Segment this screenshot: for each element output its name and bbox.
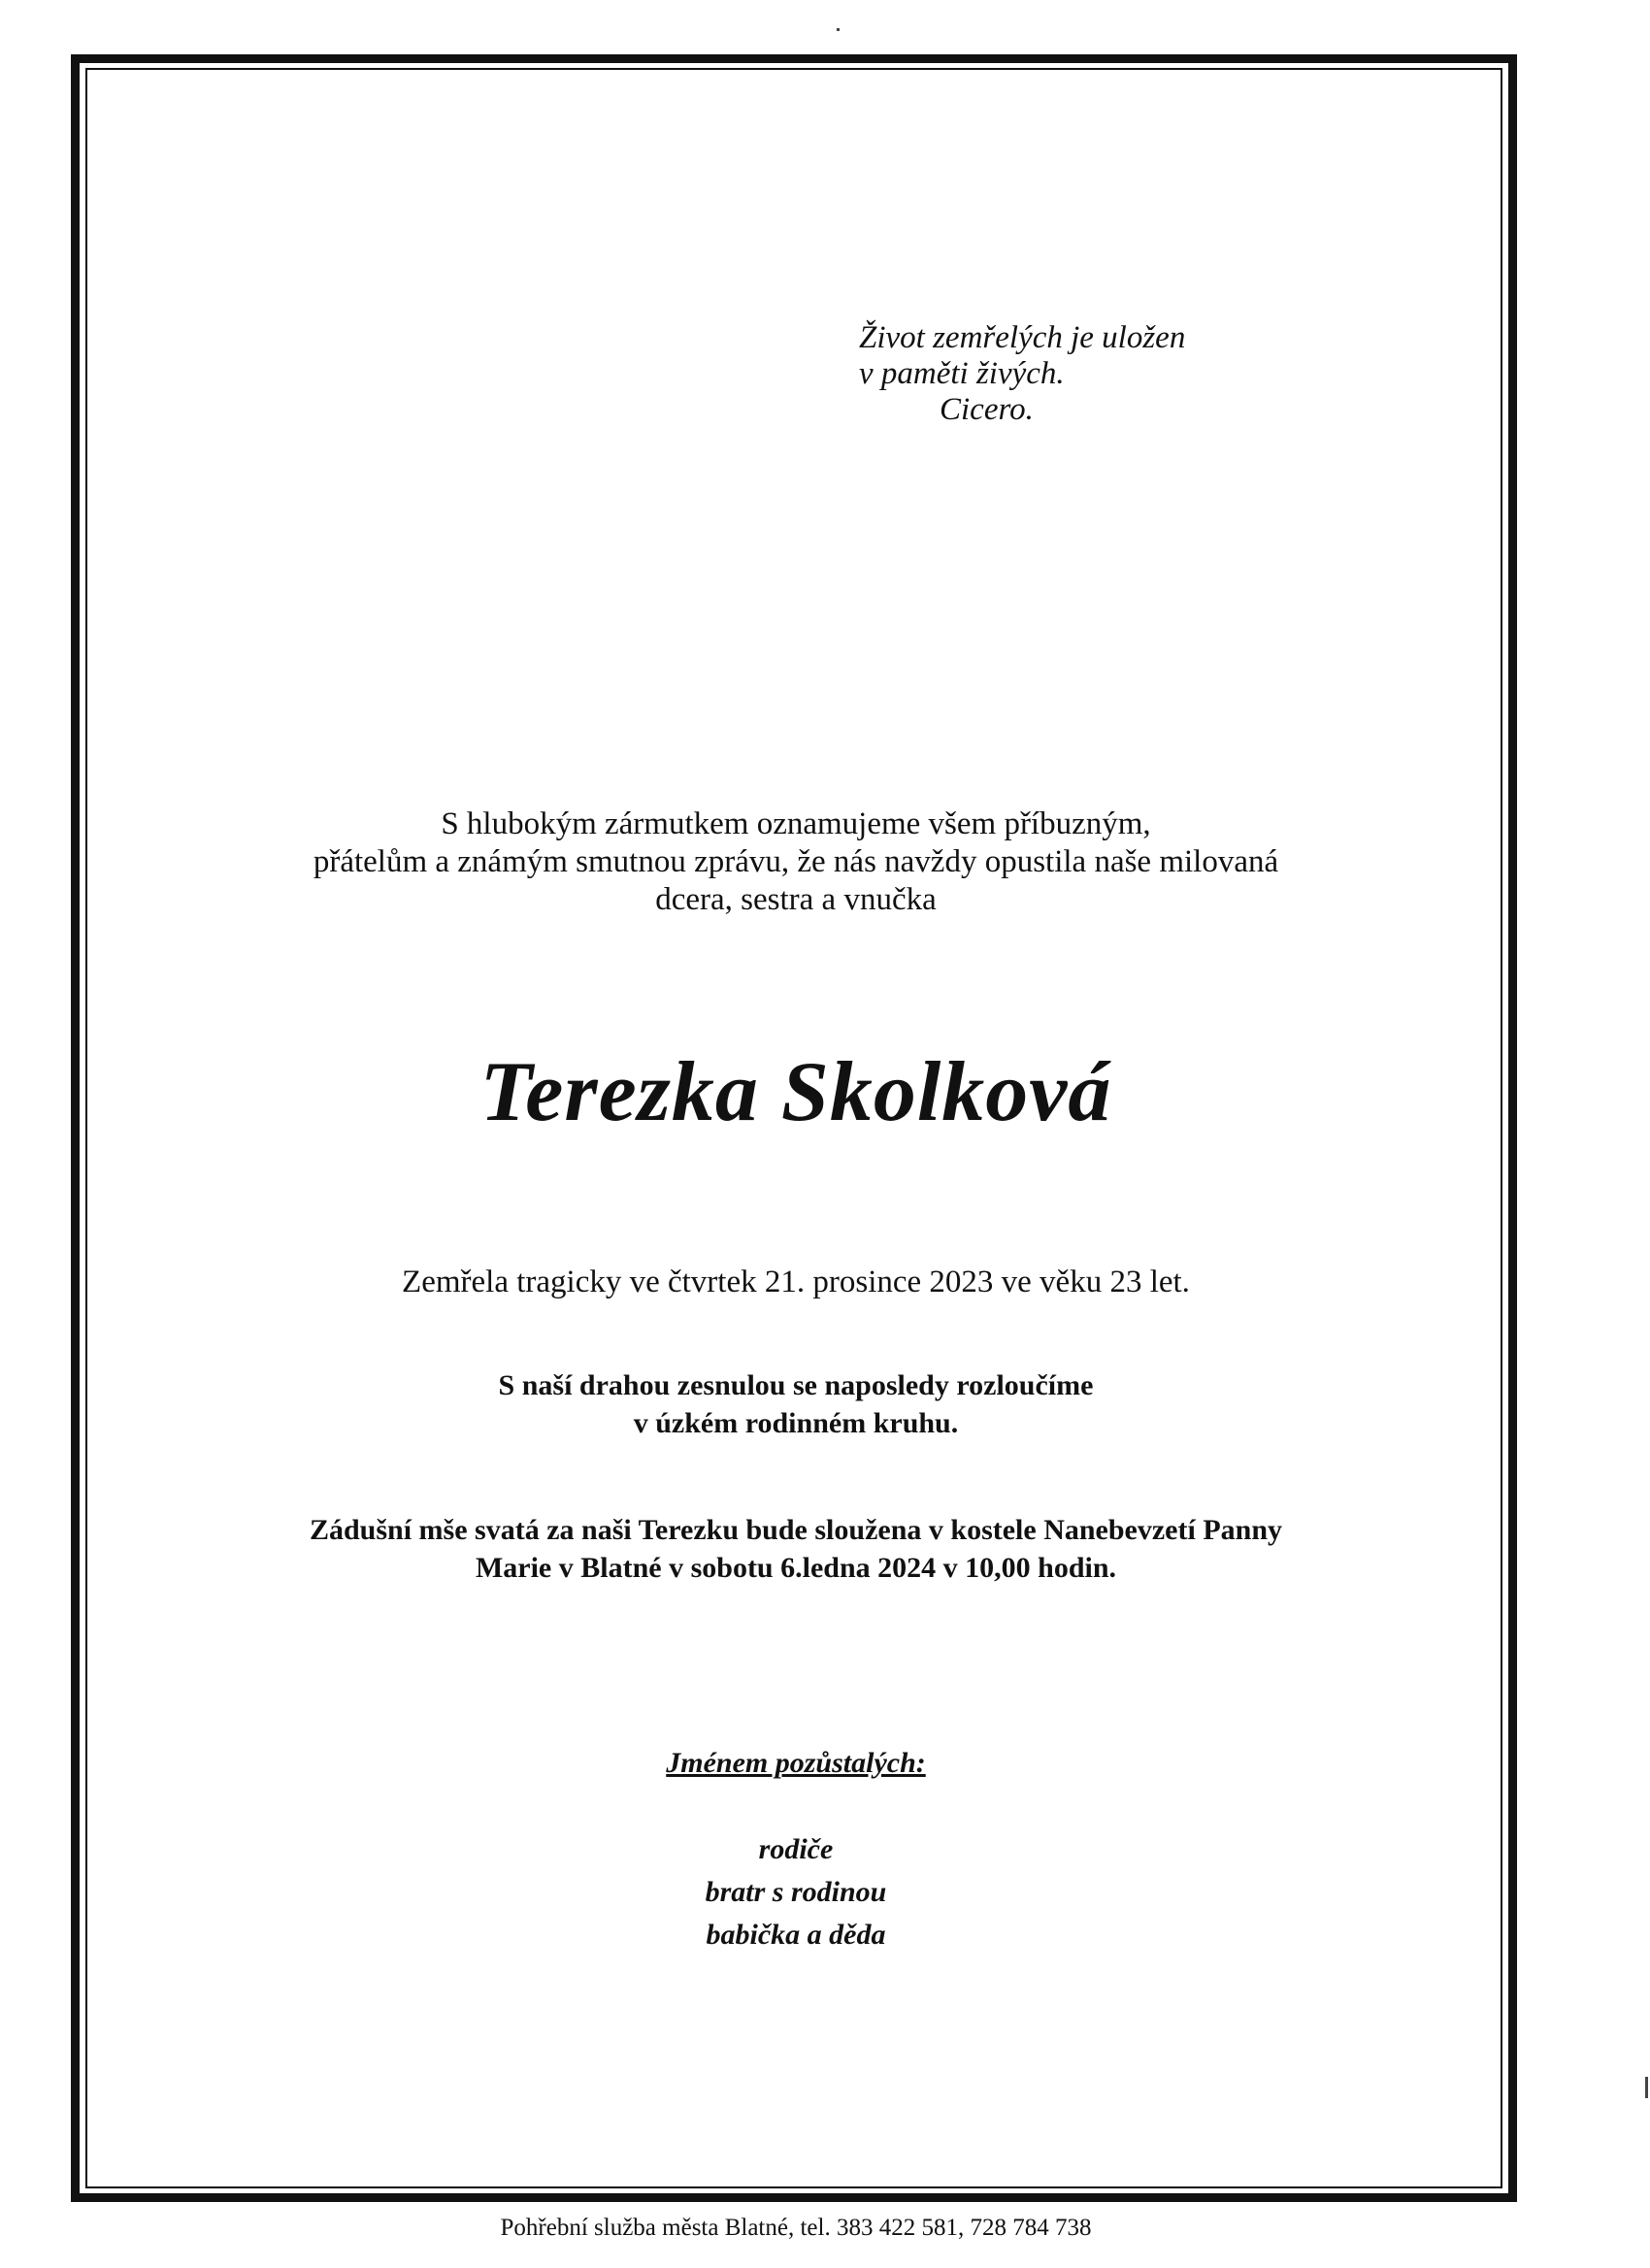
mourners-section [175,1747,1417,1956]
mourners-heading: Jménem pozůstalých: [666,1747,926,1779]
deceased-name: Terezka Skolková [479,1045,1112,1139]
epigraph-author: Cicero. [940,392,1034,427]
farewell-notice [175,1366,1417,1442]
scan-speck [1645,2077,1648,2098]
epigraph-line: v paměti živých. [859,356,1065,391]
requiem-mass-notice [175,1511,1417,1587]
epigraph-line: Život zemřelých je uložen [859,320,1186,355]
farewell-line: v úzkém rodinném kruhu. [633,1407,959,1439]
announcement-line: dcera, sestra a vnučka [655,882,937,917]
announcement-line: přátelům a známým smutnou zprávu, že nás navždy opustila naše milovaná [313,844,1279,879]
requiem-mass-line: Marie v Blatné v sobotu 6.ledna 2024 v 10,00 hodin. [475,1552,1117,1584]
mourner-item: babička a děda [706,1919,886,1951]
requiem-mass-line: Zádušní mše svatá za naši Terezku bude sloužena v kostele Nanebevzetí Panny [309,1514,1283,1546]
scan-speck [837,28,840,31]
funeral-service-footer: Pohřební služba města Blatné, tel. 383 422 581, 728 784 738 [500,2215,1092,2241]
farewell-line: S naší drahou zesnulou se naposledy rozloučíme [498,1369,1094,1401]
death-notice: Zemřela tragicky ve čtvrtek 21. prosince 2023 ve věku 23 let. [402,1265,1190,1299]
mourner-item: bratr s rodinou [705,1876,887,1908]
mourners-list [175,1828,1417,1956]
announcement [175,805,1417,919]
mourner-item: rodiče [758,1833,834,1865]
announcement-line: S hlubokým zármutkem oznamujeme všem příbuzným, [441,806,1151,841]
epigraph [859,320,1208,428]
